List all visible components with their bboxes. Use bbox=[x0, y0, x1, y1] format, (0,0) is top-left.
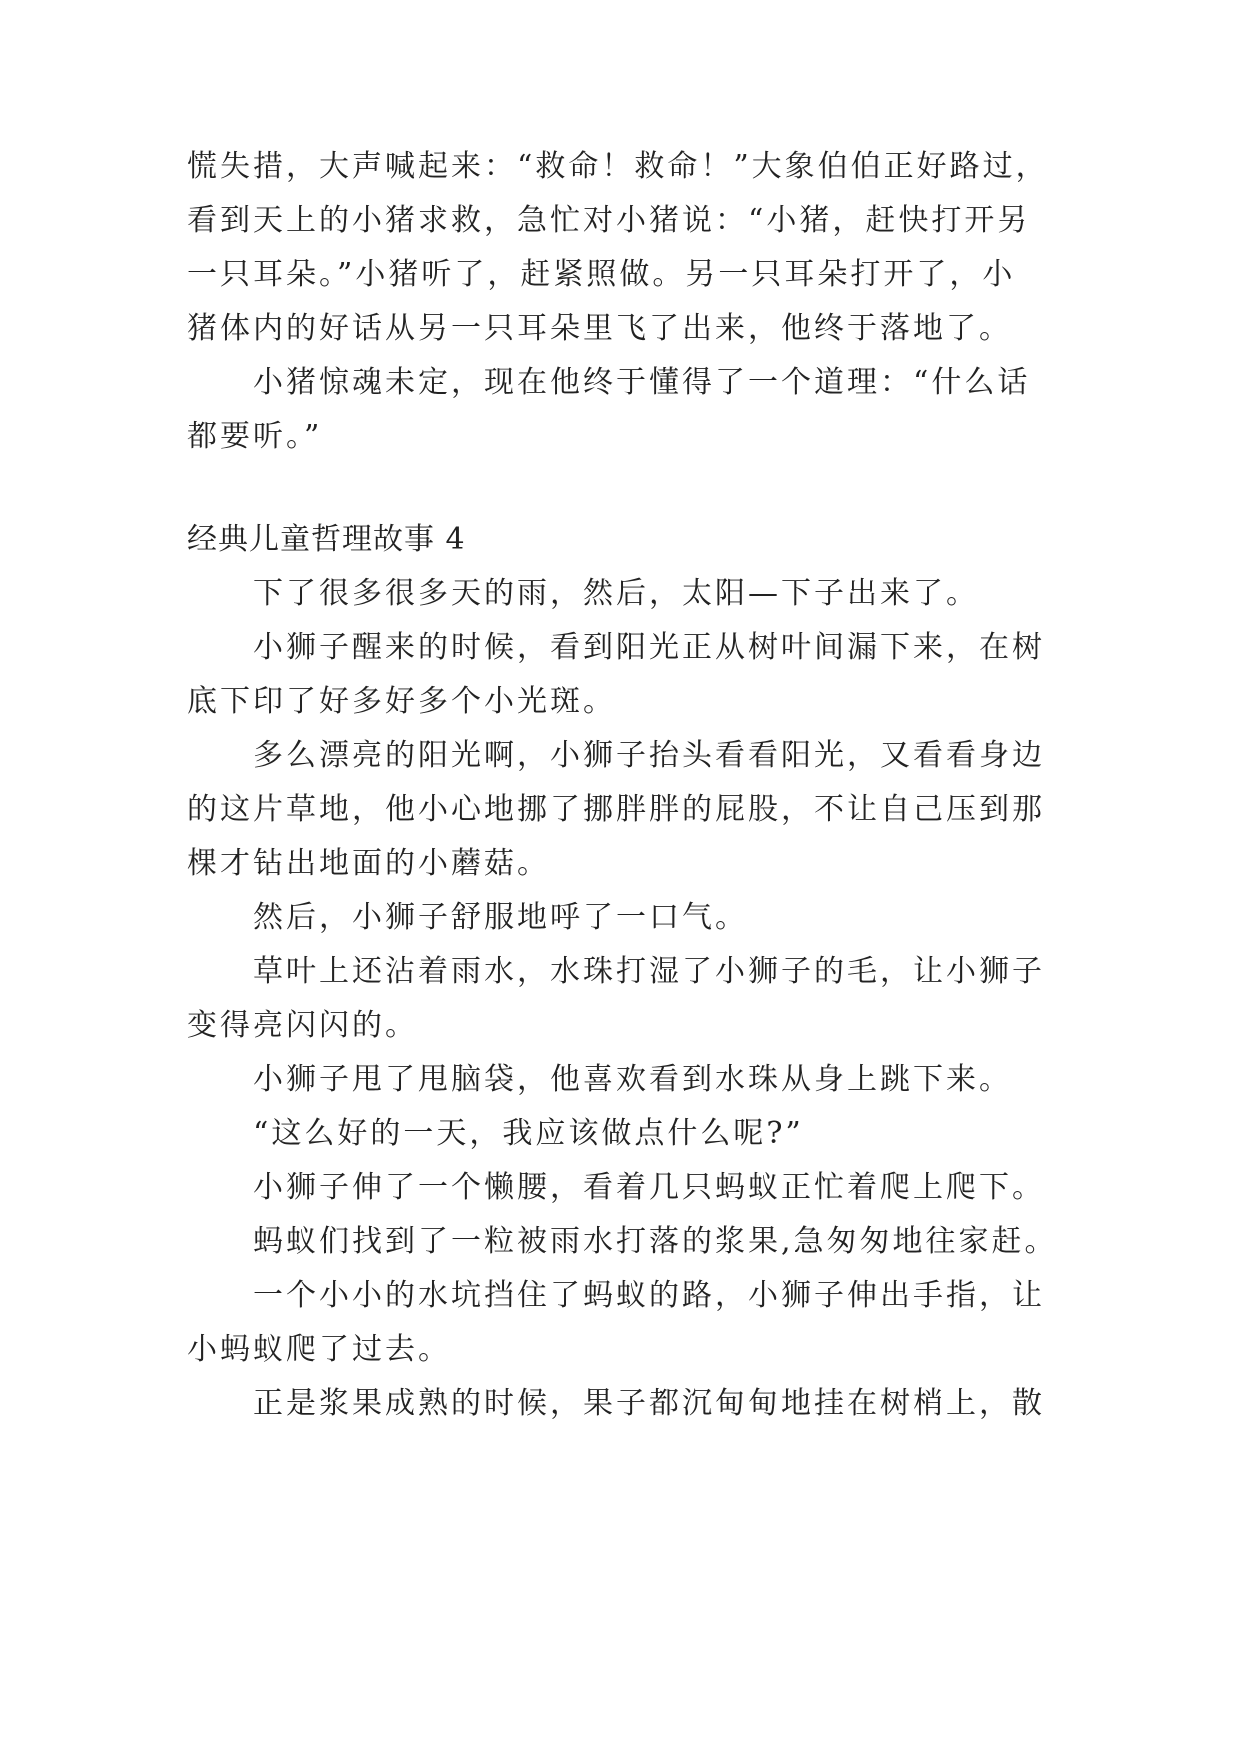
paragraph-line: 正是浆果成熟的时候，果子都沉甸甸地挂在树梢上，散 bbox=[253, 1386, 1045, 1421]
paragraph-line: 看到天上的小猪求救，急忙对小猪说：“小猪，赶快打开另 bbox=[187, 203, 1031, 238]
paragraph-line: 变得亮闪闪的。 bbox=[187, 1008, 418, 1043]
paragraph-line: 慌失措，大声喊起来：“救命！救命！”大象伯伯正好路过， bbox=[187, 149, 1049, 184]
paragraph-line: 猪体内的好话从另一只耳朵里飞了出来，他终于落地了。 bbox=[187, 311, 1012, 346]
paragraph-line: 小狮子醒来的时候，看到阳光正从树叶间漏下来，在树 bbox=[253, 630, 1045, 665]
paragraph-line: 棵才钻出地面的小蘑菇。 bbox=[187, 846, 550, 881]
paragraph-line: 一个小小的水坑挡住了蚂蚁的路，小狮子伸出手指，让 bbox=[253, 1278, 1045, 1313]
paragraph-line: 然后，小狮子舒服地呼了一口气。 bbox=[253, 900, 748, 935]
paragraph-line: “这么好的一天，我应该做点什么呢?” bbox=[253, 1116, 804, 1151]
paragraph-line: 底下印了好多好多个小光斑。 bbox=[187, 684, 616, 719]
paragraph-line: 一只耳朵。”小猪听了，赶紧照做。另一只耳朵打开了，小 bbox=[187, 257, 1016, 292]
paragraph-line: 小狮子甩了甩脑袋，他喜欢看到水珠从身上跳下来。 bbox=[253, 1062, 1012, 1097]
paragraph-line: 下了很多很多天的雨，然后，太阳—下子出来了。 bbox=[253, 576, 979, 611]
paragraph-line: 草叶上还沾着雨水，水珠打湿了小狮子的毛，让小狮子 bbox=[253, 954, 1045, 989]
paragraph-line: 蚂蚁们找到了一粒被雨水打落的浆果,急匆匆地往家赶。 bbox=[253, 1224, 1058, 1259]
paragraph-line: 都要听。” bbox=[187, 419, 323, 454]
paragraph-line: 小狮子伸了一个懒腰，看着几只蚂蚁正忙着爬上爬下。 bbox=[253, 1170, 1045, 1205]
paragraph-line: 多么漂亮的阳光啊，小狮子抬头看看阳光，又看看身边 bbox=[253, 738, 1045, 773]
story-heading: 经典儿童哲理故事 4 bbox=[187, 522, 466, 557]
paragraph-line: 的这片草地，他小心地挪了挪胖胖的屁股，不让自己压到那 bbox=[187, 792, 1045, 827]
paragraph-line: 小蚂蚁爬了过去。 bbox=[187, 1332, 451, 1367]
paragraph-line: 小猪惊魂未定，现在他终于懂得了一个道理：“什么话 bbox=[253, 365, 1031, 400]
